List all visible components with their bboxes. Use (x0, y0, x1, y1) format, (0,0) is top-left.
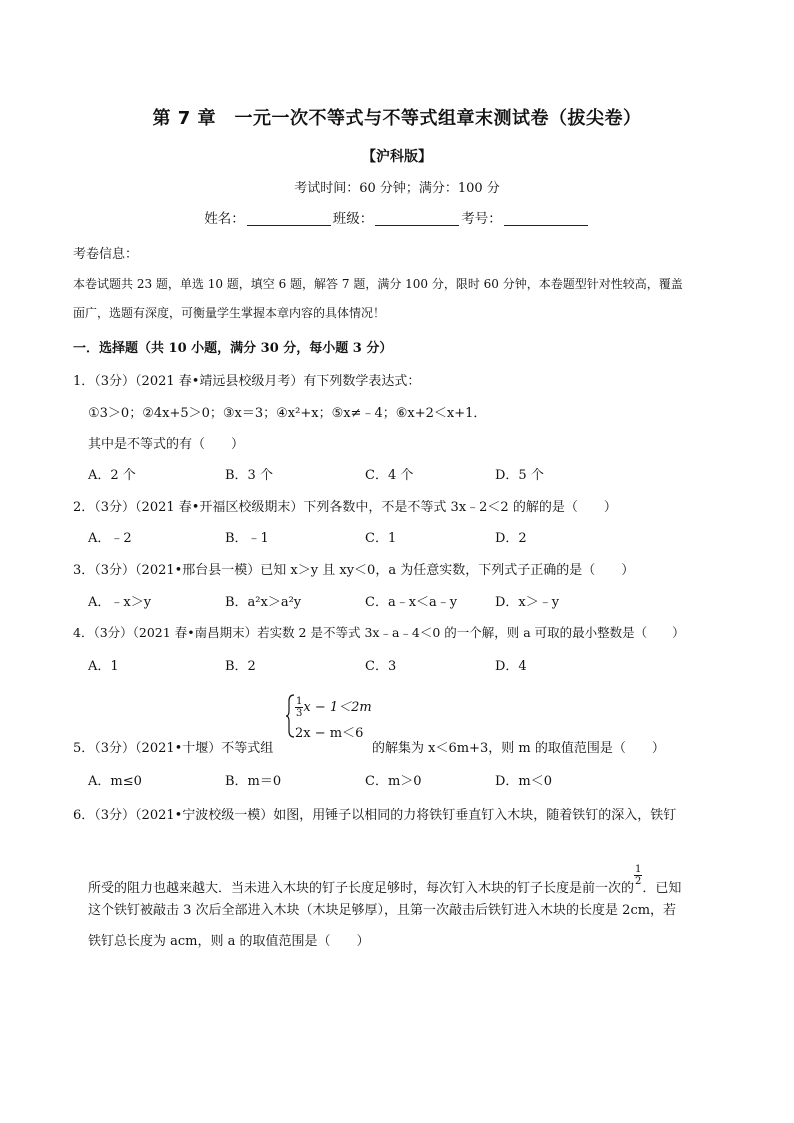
q2-stem: 2．（3分）（2021 春•开福区校级期末）下列各数中，不是不等式 3x﹣2＜2 的解的是（ ） (73, 500, 617, 515)
q4-option-b[interactable]: B．2 (225, 659, 256, 674)
q6-line-4: 铁钉总长度为 acm，则 a 的取值范围是（ ） (88, 934, 370, 949)
q6-fraction-num: 1 (635, 864, 642, 875)
q2-option-b[interactable]: B．﹣1 (225, 531, 269, 546)
q2-option-d[interactable]: D．2 (495, 531, 527, 546)
q1-option-a[interactable]: A．2 个 (88, 468, 136, 483)
q1-option-c[interactable]: C．4 个 (365, 468, 414, 483)
edition-label: 【沪科版】 (362, 149, 432, 165)
section-heading: 一．选择题（共 10 小题，满分 30 分，每小题 3 分） (73, 341, 393, 356)
q5-stem-after: 的解集为 x＜6m+3，则 m 的取值范围是（ ） (372, 741, 665, 756)
number-blank[interactable] (504, 211, 588, 226)
q3-option-a[interactable]: A．﹣x＞y (88, 595, 152, 610)
name-blank[interactable] (247, 211, 331, 226)
q6-line-2-text: 所受的阻力也越来越大．当未进入木块的钉子长度足够时，每次钉入木块的钉子长度是前一次的 (88, 881, 635, 896)
q6-stem: 6．（3分）（2021•宁波校级一模）如图，用锤子以相同的力将铁钉垂直钉入木块，随着铁钉的深入，铁钉 (73, 808, 677, 823)
q3-option-c[interactable]: C．a﹣x＜a﹣y (365, 595, 458, 610)
q4-option-c[interactable]: C．3 (365, 659, 397, 674)
q1-option-d[interactable]: D．5 个 (495, 468, 544, 483)
q6-line-3: 这个铁钉被敲击 3 次后全部进入木块（木块足够厚），且第一次敲击后铁钉进入木块的长度是 2cm，若 (88, 903, 677, 918)
q5-option-c[interactable]: C．m＞0 (365, 774, 422, 789)
q6-line-2-end: ．已知 (642, 881, 682, 896)
q4-option-a[interactable]: A．1 (88, 659, 119, 674)
info-heading: 考卷信息： (73, 247, 139, 262)
q5-option-b[interactable]: B．m＝0 (225, 774, 282, 789)
q4-option-d[interactable]: D．4 (495, 659, 527, 674)
q3-stem: 3．（3分）（2021•邢台县一模）已知 x＞y 且 xy＜0，a 为任意实数，下列式子正确的是（ ） (73, 563, 635, 578)
class-label: 班级： (332, 211, 374, 227)
system-line-1-tail: x − 1＜2m (303, 700, 372, 715)
system-line-1 (295, 696, 372, 719)
number-label: 考号： (461, 211, 502, 227)
q1-expressions: ①3＞0；②4x+5＞0；③x＝3；④x²+x；⑤x≠﹣4；⑥x+2＜x+1． (88, 406, 487, 421)
name-label: 姓名： (204, 211, 245, 227)
q1-option-b[interactable]: B．3 个 (225, 468, 273, 483)
q4-stem: 4．（3分）（2021 春•南昌期末）若实数 2 是不等式 3x﹣a﹣4＜0 的一个解，则 a 可取的最小整数是（ ） (73, 625, 685, 640)
q5-option-d[interactable]: D．m＜0 (495, 774, 553, 789)
q1-stem: 1．（3分）（2021 春•靖远县校级月考）有下列数学表达式： (73, 374, 421, 389)
student-info-fields (0, 207, 794, 227)
info-line-2: 面广，选题有深度，可衡量学生掌握本章内容的具体情况！ (73, 306, 386, 320)
info-line-1: 本卷试题共 23 题，单选 10 题，填空 6 题，解答 7 题，满分 100 分，限时 60 分钟，本卷题型针对性较高，覆盖 (73, 277, 683, 291)
q3-option-d[interactable]: D．x＞﹣y (495, 595, 560, 610)
system-fraction: $\frac{1}{3}$ (296, 696, 303, 719)
exam-time: 考试时间：60 分钟；满分：100 分 (294, 181, 500, 196)
q6-line-2 (88, 864, 681, 896)
class-blank[interactable] (375, 211, 459, 226)
q1-ask: 其中是不等式的有（ ） (88, 437, 245, 452)
page-title: 第 7 章 一元一次不等式与不等式组章末测试卷（拔尖卷） (152, 108, 642, 129)
q2-option-c[interactable]: C．1 (365, 531, 397, 546)
q5-option-a[interactable]: A．m≤0 (88, 774, 142, 789)
q6-fraction-den: 2 (635, 876, 642, 887)
q2-option-a[interactable]: A．﹣2 (88, 531, 132, 546)
q3-option-b[interactable]: B．a²x＞a²y (225, 595, 302, 610)
system-line-2: 2x − m＜6 (295, 726, 364, 741)
q5-stem-before: 5．（3分）（2021•十堰）不等式组 (73, 741, 274, 756)
